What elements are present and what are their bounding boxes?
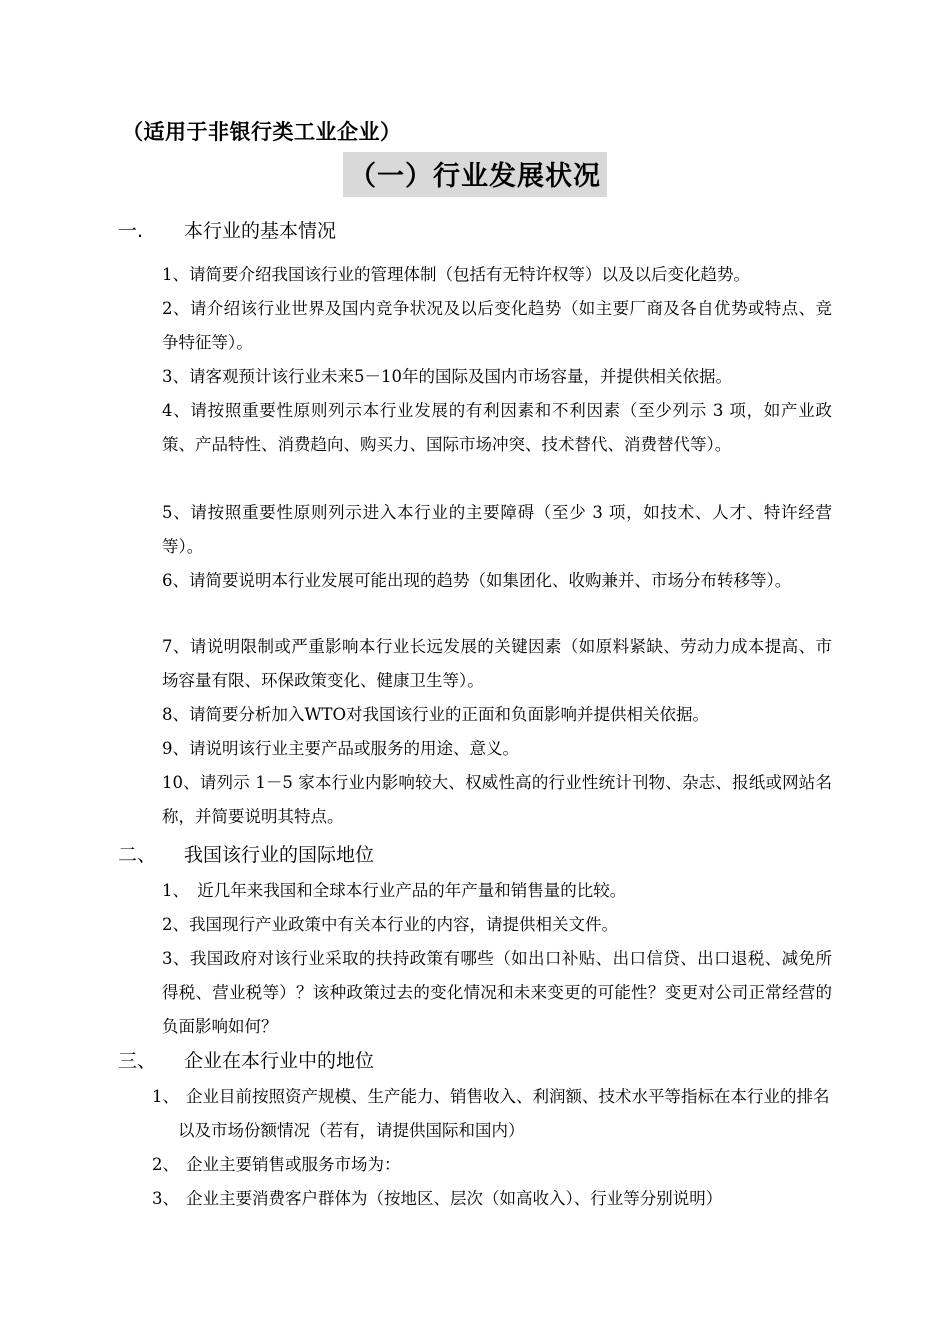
item-number: 1、 (152, 1087, 179, 1106)
item-number: 3、 (152, 1189, 179, 1208)
list-item: 3、请客观预计该行业未来5－10年的国际及国内市场容量，并提供相关依据。 (162, 367, 732, 386)
item-text: 企业目前按照资产规模、生产能力、销售收入、利润额、技术水平等指标在本行业的排名以及市场份额情况（若有，请提供国际和国内） (178, 1087, 830, 1140)
list-item (152, 1148, 832, 1182)
item-number: 2、 (152, 1155, 179, 1174)
list-item: 2、我国现行产业政策中有关本行业的内容，请提供相关文件。 (162, 915, 618, 934)
list-item: 10、请列示 1－5 家本行业内影响较大、权威性高的行业性统计刊物、杂志、报纸或网站名称，并简要说明其特点。 (162, 773, 832, 826)
document-subtitle: （适用于非银行类工业企业） (122, 120, 402, 144)
section-heading-3 (118, 1046, 374, 1073)
list-item: 9、请说明该行业主要产品或服务的用途、意义。 (162, 739, 519, 758)
section-number: 一. (118, 220, 144, 242)
section-title: 企业在本行业中的地位 (184, 1050, 375, 1072)
list-item: 7、请说明限制或严重影响本行业长远发展的关键因素（如原料紧缺、劳动力成本提高、市场容量有限、环保政策变化、健康卫生等）。 (162, 637, 832, 690)
item-text: 企业主要销售或服务市场为： (186, 1155, 401, 1174)
title-container (0, 152, 950, 197)
list-item: 5、请按照重要性原则列示进入本行业的主要障碍（至少 3 项，如技术、人才、特许经营等）。 (162, 503, 832, 556)
list-item: 8、请简要分析加入WTO对我国该行业的正面和负面影响并提供相关依据。 (162, 705, 709, 724)
list-item: 6、请简要说明本行业发展可能出现的趋势（如集团化、收购兼并、市场分布转移等）。 (162, 571, 792, 590)
section-heading-2 (118, 840, 374, 867)
list-item (152, 1080, 832, 1148)
section-title: 本行业的基本情况 (184, 220, 337, 242)
list-item: 1、 近几年来我国和全球本行业产品的年产量和销售量的比较。 (162, 881, 627, 900)
section-heading-1 (118, 216, 336, 243)
section-title: 我国该行业的国际地位 (184, 844, 375, 866)
list-item: 4、请按照重要性原则列示本行业发展的有利因素和不利因素（至少列示 3 项，如产业政策、产品特性、消费趋向、购买力、国际市场冲突、技术替代、消费替代等）。 (162, 401, 832, 454)
section-number: 二、 (118, 844, 157, 866)
document-title: （一）行业发展状况 (343, 152, 607, 197)
item-text: 企业主要消费客户群体为（按地区、层次（如高收入）、行业等分别说明） (186, 1189, 723, 1208)
list-item: 2、请介绍该行业世界及国内竞争状况及以后变化趋势（如主要厂商及各自优势或特点、竞争特征等）。 (162, 299, 832, 352)
section-number: 三、 (118, 1050, 157, 1072)
list-item: 1、请简要介绍我国该行业的管理体制（包括有无特许权等）以及以后变化趋势。 (162, 265, 750, 284)
list-item (152, 1182, 832, 1216)
list-item: 3、我国政府对该行业采取的扶持政策有哪些（如出口补贴、出口信贷、出口退税、减免所得税、营业税等）？该种政策过去的变化情况和未来变更的可能性？变更对公司正常经营的负面影响如何？ (162, 949, 832, 1036)
